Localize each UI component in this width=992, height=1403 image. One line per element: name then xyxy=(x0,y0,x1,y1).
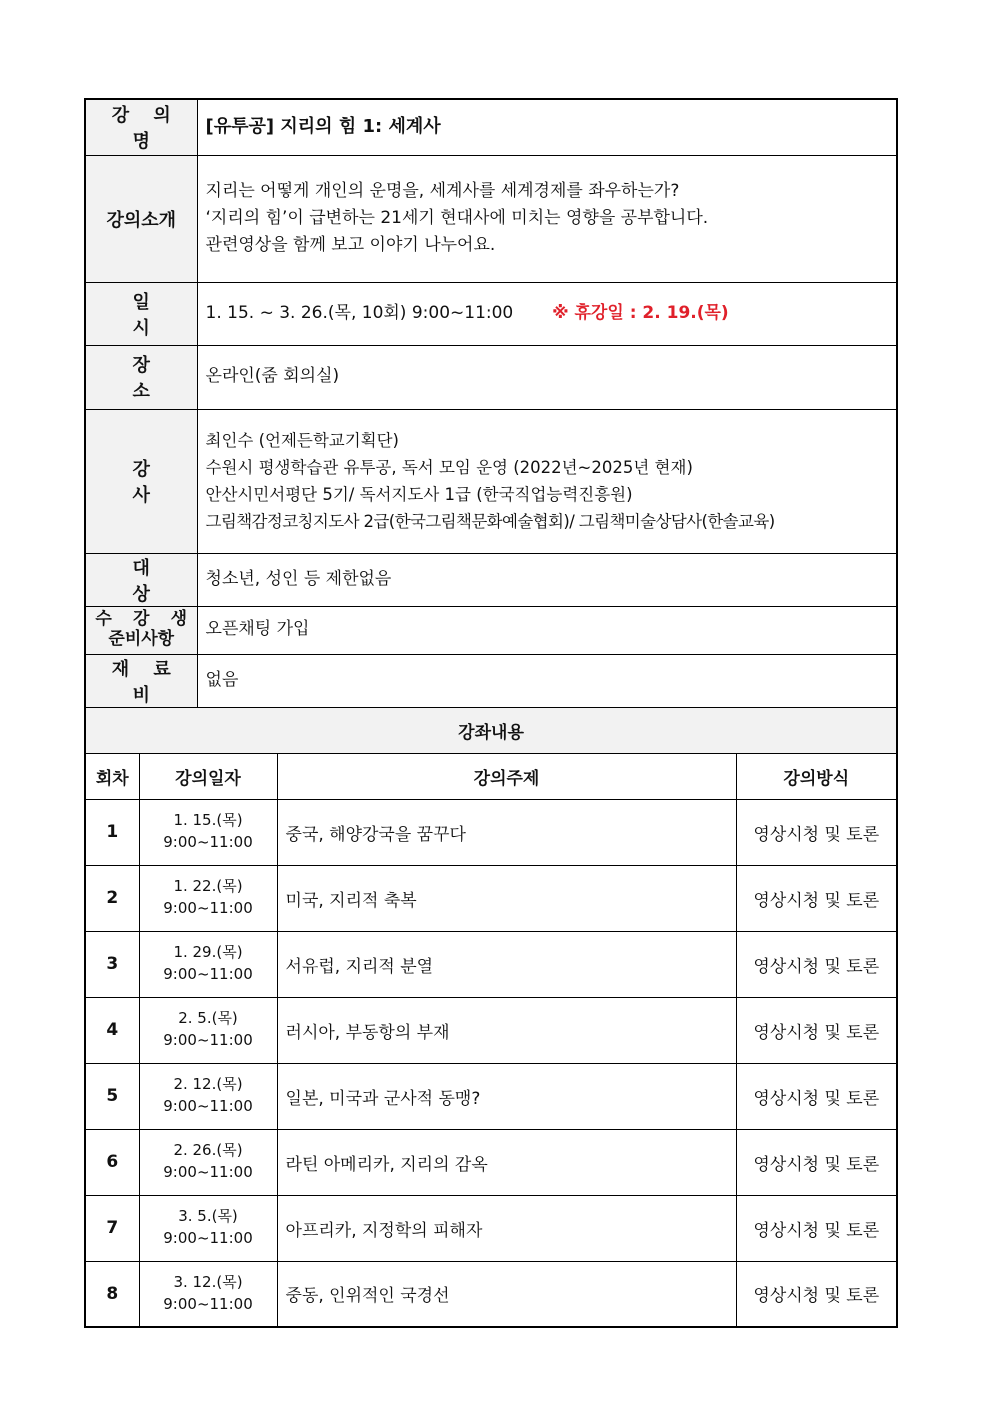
target-value: 청소년, 성인 등 제한없음 xyxy=(197,553,897,606)
session-date: 2. 12.(목) 9:00~11:00 xyxy=(139,1063,277,1129)
instructor-info xyxy=(197,409,897,553)
schedule-cell xyxy=(197,282,897,345)
session-date: 1. 15.(목) 9:00~11:00 xyxy=(139,799,277,865)
table-row xyxy=(85,931,897,997)
session-method: 영상시청 및 토론 xyxy=(736,997,897,1063)
table-row xyxy=(85,865,897,931)
session-method: 영상시청 및 토론 xyxy=(736,931,897,997)
instructor-line: 안산시민서평단 5기/ 독서지도사 1급 (한국직업능력진흥원) xyxy=(205,485,633,504)
instructor-line: 최인수 (언제든학교기획단) xyxy=(205,430,399,450)
course-sheet xyxy=(84,98,896,1328)
instructor-line: 수원시 평생학습관 유투공, 독서 모임 운영 (2022년~2025년 현재) xyxy=(205,457,693,477)
target-label: 대 상 xyxy=(85,553,197,606)
section-title: 강좌내용 xyxy=(85,707,897,753)
session-number: 5 xyxy=(85,1063,139,1129)
intro-line: 관련영상을 함께 보고 이야기 나누어요. xyxy=(205,235,496,256)
column-header: 강의방식 xyxy=(736,753,897,799)
session-topic: 미국, 지리적 축복 xyxy=(277,865,736,931)
session-number: 8 xyxy=(85,1261,139,1327)
prep-row xyxy=(85,606,897,654)
session-method: 영상시청 및 토론 xyxy=(736,1195,897,1261)
session-topic: 중동, 인위적인 국경선 xyxy=(277,1261,736,1327)
course-table xyxy=(84,98,898,1328)
instructor-label: 강 사 xyxy=(85,409,197,553)
session-number: 3 xyxy=(85,931,139,997)
instructor-line: 그림책감정코칭지도사 2급(한국그림책문화예술협회)/ 그림책미술상담사(한솔교육) xyxy=(205,512,775,532)
fee-label: 재 료 비 xyxy=(85,654,197,707)
column-header: 강의주제 xyxy=(277,753,736,799)
session-number: 6 xyxy=(85,1129,139,1195)
column-header-row xyxy=(85,753,897,799)
session-topic: 중국, 해양강국을 꿈꾸다 xyxy=(277,799,736,865)
table-row xyxy=(85,799,897,865)
intro-line: 지리는 어떻게 개인의 운명을, 세계사를 세계경제를 좌우하는가? xyxy=(205,180,680,201)
target-row xyxy=(85,553,897,606)
session-topic: 아프리카, 지정학의 피해자 xyxy=(277,1195,736,1261)
column-header: 강의일자 xyxy=(139,753,277,799)
session-topic: 러시아, 부동항의 부재 xyxy=(277,997,736,1063)
fee-value: 없음 xyxy=(197,654,897,707)
intro-line: ‘지리의 힘’이 급변하는 21세기 현대사에 미치는 영향을 공부합니다. xyxy=(205,207,709,228)
place-row xyxy=(85,345,897,409)
schedule-label: 일 시 xyxy=(85,282,197,345)
intro-row xyxy=(85,155,897,282)
session-date: 1. 22.(목) 9:00~11:00 xyxy=(139,865,277,931)
session-method: 영상시청 및 토론 xyxy=(736,1129,897,1195)
table-row xyxy=(85,1063,897,1129)
prep-value: 오픈채팅 가입 xyxy=(197,606,897,654)
fee-row xyxy=(85,654,897,707)
session-method: 영상시청 및 토론 xyxy=(736,799,897,865)
session-date: 2. 5.(목) 9:00~11:00 xyxy=(139,997,277,1063)
session-method: 영상시청 및 토론 xyxy=(736,1261,897,1327)
session-number: 1 xyxy=(85,799,139,865)
session-topic: 일본, 미국과 군사적 동맹? xyxy=(277,1063,736,1129)
prep-label-line1: 수 강 생 xyxy=(95,609,195,630)
session-date: 3. 5.(목) 9:00~11:00 xyxy=(139,1195,277,1261)
table-row xyxy=(85,997,897,1063)
session-topic: 서유럽, 지리적 분열 xyxy=(277,931,736,997)
schedule-value: 1. 15. ~ 3. 26.(목, 10회) 9:00~11:00 xyxy=(205,302,514,323)
intro-text xyxy=(197,155,897,282)
place-value: 온라인(줌 회의실) xyxy=(197,345,897,409)
prep-label xyxy=(85,606,197,654)
table-row xyxy=(85,1195,897,1261)
session-date: 3. 12.(목) 9:00~11:00 xyxy=(139,1261,277,1327)
holiday-note: ※ 휴강일 : 2. 19.(목) xyxy=(552,302,729,323)
title-row xyxy=(85,99,897,155)
column-header: 회차 xyxy=(85,753,139,799)
session-number: 4 xyxy=(85,997,139,1063)
session-date: 2. 26.(목) 9:00~11:00 xyxy=(139,1129,277,1195)
session-method: 영상시청 및 토론 xyxy=(736,865,897,931)
session-number: 7 xyxy=(85,1195,139,1261)
prep-label-line2: 준비사항 xyxy=(108,629,175,649)
session-number: 2 xyxy=(85,865,139,931)
title-label: 강 의 명 xyxy=(85,99,197,155)
intro-label: 강의소개 xyxy=(85,155,197,282)
table-row xyxy=(85,1129,897,1195)
place-label: 장 소 xyxy=(85,345,197,409)
table-row xyxy=(85,1261,897,1327)
course-title: [유투공] 지리의 힘 1: 세계사 xyxy=(197,99,897,155)
session-date: 1. 29.(목) 9:00~11:00 xyxy=(139,931,277,997)
session-method: 영상시청 및 토론 xyxy=(736,1063,897,1129)
section-title-row xyxy=(85,707,897,753)
schedule-row xyxy=(85,282,897,345)
instructor-row xyxy=(85,409,897,553)
session-topic: 라틴 아메리카, 지리의 감옥 xyxy=(277,1129,736,1195)
